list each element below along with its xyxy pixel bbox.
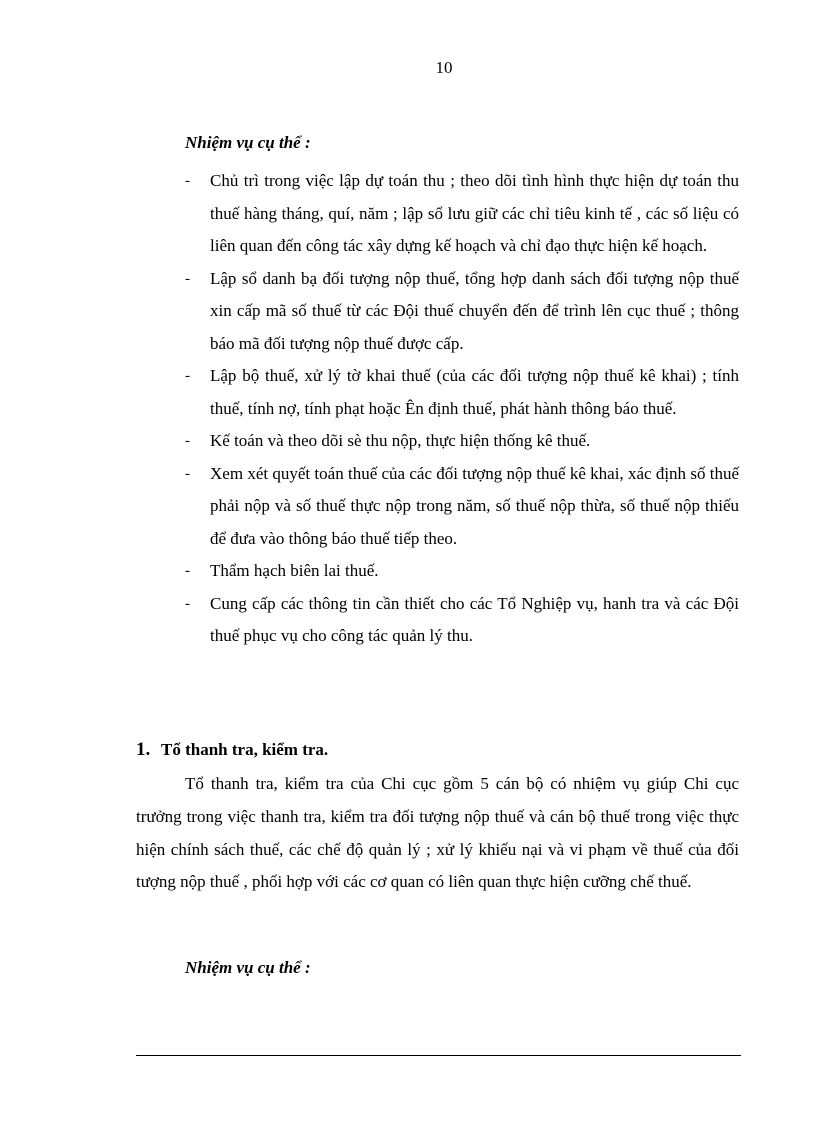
list-item xyxy=(185,360,739,425)
bullet-marker: - xyxy=(185,270,190,287)
footer-divider xyxy=(136,1055,741,1056)
list-item xyxy=(185,263,739,361)
section-number: 1. xyxy=(136,739,151,760)
subheading-tasks-2: Nhiệm vụ cụ thể : xyxy=(185,958,311,977)
bullet-marker: - xyxy=(185,465,190,482)
bullet-marker: - xyxy=(185,563,190,579)
bullet-marker: - xyxy=(185,173,190,189)
bullet-marker: - xyxy=(185,595,190,612)
bullet-marker: - xyxy=(185,433,190,449)
page-number: 10 xyxy=(435,58,453,77)
task-list xyxy=(185,165,739,653)
subheading-tasks: Nhiệm vụ cụ thể : xyxy=(185,133,311,152)
section-heading xyxy=(136,739,328,761)
list-item xyxy=(185,425,739,458)
section-title: Tổ thanh tra, kiểm tra. xyxy=(161,740,329,759)
list-item xyxy=(185,588,739,653)
list-item-text: Kế toán và theo dõi sè thu nộp, thực hiện thống kê thuế. xyxy=(210,431,591,450)
list-item xyxy=(185,555,739,588)
list-item-text: Thẩm hạch biên lai thuế. xyxy=(210,561,379,580)
bullet-marker: - xyxy=(185,368,190,384)
list-item-text: Lập bộ thuế, xử lý tờ khai thuế (của các đối tượng nộp thuế kê khai) ; tính thuế, tính nợ, tính phạt hoặc Ên định thuế, phát hành thông báo thuế. xyxy=(210,366,739,418)
list-item-text: Cung cấp các thông tin cần thiết cho các Tổ Nghiệp vụ, hanh tra và các Đội thuế phục vụ cho công tác quản lý thu. xyxy=(210,593,739,645)
list-item-text: Chủ trì trong việc lập dự toán thu ; theo dõi tình hình thực hiện dự toán thu thuế hàng tháng, quí, năm ; lập sổ lưu giữ các chỉ tiêu kinh tế , các số liệu có liên quan đến công tác xây dựng kế hoạch và chỉ đạo thực hiện kế hoạch. xyxy=(210,171,739,255)
section-paragraph: Tổ thanh tra, kiểm tra của Chi cục gồm 5 cán bộ có nhiệm vụ giúp Chi cục trưởng trong việc thanh tra, kiểm tra đối tượng nộp thuế và cán bộ thuế trong việc thực hiện chính sách thuế, các chế độ quản lý ; xử lý khiếu nại và vi phạm về thuế của đối tượng nộp thuế , phối hợp với các cơ quan có liên quan thực hiện cưỡng chế thuế. xyxy=(136,774,739,892)
list-item xyxy=(185,458,739,556)
list-item xyxy=(185,165,739,263)
list-item-text: Xem xét quyết toán thuế của các đối tượng nộp thuế kê khai, xác định số thuế phải nộp và số thuế thực nộp trong năm, số thuế nộp thừa, số thuế nộp thiếu để đưa vào thông báo thuế tiếp theo. xyxy=(210,463,739,548)
list-item-text: Lập sổ danh bạ đối tượng nộp thuế, tổng hợp danh sách đối tượng nộp thuế xin cấp mã số thuế từ các Đội thuế chuyển đến để trình lên cục thuế ; thông báo mã đối tượng nộp thuế được cấp. xyxy=(210,268,739,353)
